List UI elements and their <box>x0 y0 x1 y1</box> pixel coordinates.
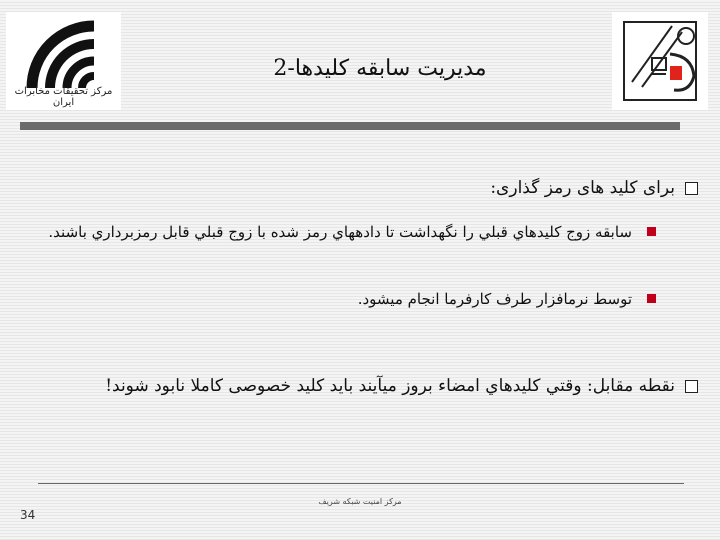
sub-bullet-2-text: توسط نرمافزار طرف كارفرما انجام ميشود. <box>357 290 632 308</box>
logo-caption: مرکز تحقیقات مخابرات ایران <box>14 86 113 108</box>
red-square-icon <box>647 294 656 303</box>
slide-title: مدیریت سابقه کلیدها-2 <box>273 56 487 81</box>
footer-text: مرکز امنیت شبکه شریف <box>318 497 402 506</box>
title-underline-bar <box>20 122 680 130</box>
wifi-arcs-logo-icon <box>24 18 104 92</box>
sub-bullet-1-text: سابقه زوج كليدهاي قبلي را نگهداشت تا دادههاي رمز شده با زوج قبلي قابل رمزبرداري باشند. <box>48 223 632 241</box>
footer-divider <box>38 483 684 484</box>
page-number: 34 <box>20 508 36 522</box>
bullet-2 <box>98 370 698 402</box>
hollow-square-icon <box>685 380 698 393</box>
institute-emblem-logo-icon <box>612 12 708 110</box>
bullet-1-text: برای کلید های رمز گذاری: <box>490 178 675 198</box>
sub-bullet-2 <box>42 285 632 313</box>
bullet-1 <box>198 178 698 198</box>
right-logo <box>612 12 708 110</box>
sub-bullet-1 <box>42 218 632 246</box>
hollow-square-icon <box>685 182 698 195</box>
left-logo <box>6 12 121 110</box>
bullet-2-text: نقطه مقابل: وقتي كليدهاي امضاء بروز ميآيند بايد كليد خصوصی كاملا نابود شوند! <box>105 376 675 396</box>
red-square-icon <box>647 227 656 236</box>
